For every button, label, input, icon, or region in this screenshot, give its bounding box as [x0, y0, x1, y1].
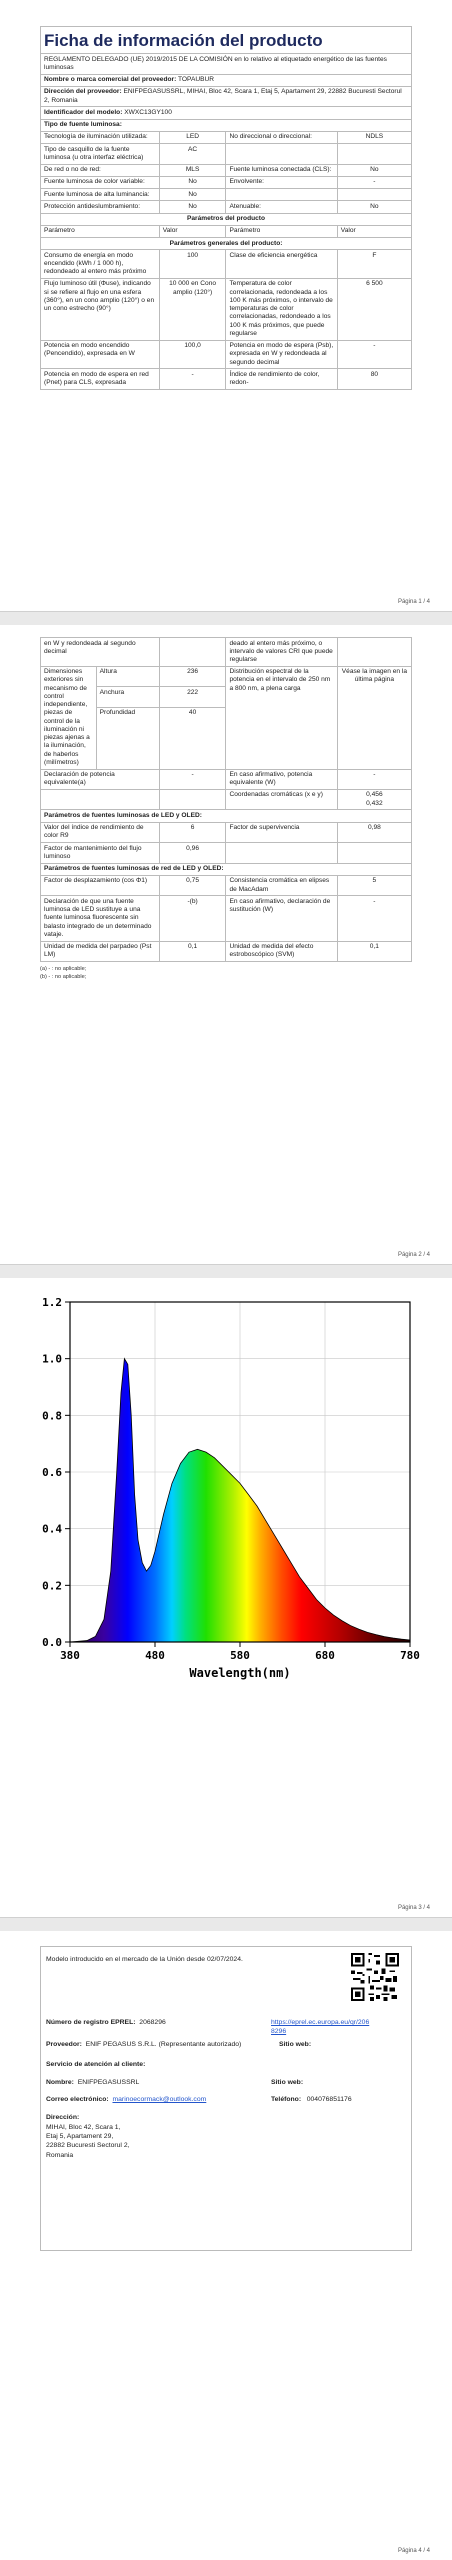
type-row: Tecnología de iluminación utilizada: LED No direccional o direccional: NDLS: [41, 131, 412, 143]
email-row: [46, 2095, 206, 2104]
page-number: Página 2 / 4: [397, 1252, 430, 1258]
mains-heading: Parámetros de fuentes luminosas de red de LED y OLED:: [41, 863, 412, 875]
supplier-row: [41, 74, 412, 86]
eprel-row: [46, 2018, 246, 2027]
provider-row: [46, 2040, 276, 2049]
model-label: Identificador del modelo:: [44, 108, 123, 116]
general-row: Flujo luminoso útil (Φuse), indicando si se refiere al flujo en una esfera (360°), en un cono amplio (120°) o en un cono estrecho (90°) 10 000 en Cono amplio (120°) Temperatura de color correlacionada, redondeada a los 100 K más próximos, o intervalo de temperaturas de color correlacionadas, redondeado a los 100 K más próximos, que puede regularse 6 500: [41, 278, 412, 340]
dim-label: Altura: [96, 666, 159, 686]
type-row: Protección antideslumbramiento: No Atenuable: No: [41, 201, 412, 213]
mains-row: Factor de desplazamiento (cos Φ1) 0,75 Consistencia cromática en elipses de MacAdam 5: [41, 875, 412, 895]
address-row: [41, 86, 412, 106]
footnotes: [40, 966, 412, 982]
footnote-a: (a) - : no aplicable;: [40, 965, 87, 972]
name-value: ENIFPEGASUSSRL: [77, 2079, 140, 2086]
dim-value: 222: [159, 687, 226, 707]
eprel-label: Número de registro EPREL:: [46, 2019, 136, 2026]
name-label: Nombre:: [46, 2079, 74, 2086]
product-info-table-1: [40, 26, 412, 390]
regulation-text: REGLAMENTO DELEGADO (UE) 2019/2015 DE LA COMISIÓN en lo relativo al etiquetado energético de las fuentes luminosas: [41, 54, 412, 74]
param-row: Declaración de potencia equivalente(a) - En caso afirmativo, potencia equivalente (W) -: [41, 769, 412, 789]
x-tick-label: 380: [60, 1649, 80, 1662]
name-row: [46, 2078, 139, 2087]
phone-value: 004076851176: [306, 2096, 352, 2103]
dim-label: Anchura: [96, 687, 159, 707]
y-tick-label: 0.2: [42, 1579, 62, 1593]
page-number: Página 4 / 4: [397, 2548, 430, 2554]
dim-label: Profundidad: [96, 707, 159, 769]
general-heading: Parámetros generales del producto:: [41, 238, 412, 250]
page-number: Página 3 / 4: [397, 1905, 430, 1911]
mains-row: Unidad de medida del parpadeo (Pst LM) 0,1 Unidad de medida del efecto estroboscópico (SVM) 0,1: [41, 941, 412, 961]
params-header-row: Parámetro Valor Parámetro Valor: [41, 225, 412, 237]
x-axis-ticks: [60, 1642, 420, 1662]
phone-row: [271, 2095, 352, 2104]
page-number: Página 1 / 4: [397, 599, 430, 605]
dims-label: Dimensiones exteriores sin mecanismo de control independiente, piezas de control de la iluminación ni piezas ajenas a la iluminación, de haberlos (milímetros): [41, 666, 97, 769]
y-tick-label: 0.8: [42, 1409, 62, 1423]
dim-value: 236: [159, 666, 226, 686]
type-row: Fuente luminosa de color variable: No Envolvente: -: [41, 176, 412, 188]
type-heading: Tipo de fuente luminosa:: [41, 119, 412, 131]
page-1: [0, 0, 452, 612]
y-tick-label: 0.6: [42, 1466, 62, 1479]
y-tick-label: 0.4: [42, 1522, 62, 1536]
model-value: XWXC13GY100: [124, 108, 172, 116]
intro-text: Modelo introducido en el mercado de la Unión desde 02/07/2024.: [46, 1956, 243, 1963]
x-tick-label: 480: [145, 1649, 165, 1662]
y-axis-ticks: [42, 1296, 70, 1649]
led-row: Factor de mantenimiento del flujo luminoso 0,96: [41, 843, 412, 863]
dir-line: Etaj 5, Apartament 29,: [46, 2133, 114, 2141]
supplier-value: TOPAUBUR: [178, 76, 215, 84]
type-row: De red o no de red: MLS Fuente luminosa conectada (CLS): No: [41, 164, 412, 176]
type-row: Fuente luminosa de alta luminancia: No: [41, 189, 412, 201]
page-4: [0, 1931, 452, 2560]
dir-label: Dirección:: [46, 2114, 80, 2121]
site-label: Sitio web:: [271, 2079, 304, 2086]
general-row: Potencia en modo encendido (Pencendido), expresada en W 100,0 Potencia en modo de espera (Psb), expresada en W y redondeada al segundo decimal -: [41, 340, 412, 369]
supplier-label: Nombre o marca comercial del proveedor:: [44, 76, 177, 84]
y-tick-label: 1.0: [42, 1352, 62, 1366]
spectral-value: Véase la imagen en la última página: [337, 666, 411, 769]
dir-line: MIHAI, Bloc 42, Scara 1,: [46, 2124, 121, 2131]
dims-row: [41, 666, 412, 686]
eprel-box: [40, 1946, 412, 2251]
email-label: Correo electrónico:: [46, 2096, 109, 2103]
dim-value: 40: [159, 707, 226, 769]
service-heading: Servicio de atención al cliente:: [46, 2061, 146, 2068]
dir-lines: [46, 2123, 130, 2160]
spectral-distribution-chart: [0, 1282, 452, 1682]
product-info-table-2: [40, 637, 412, 962]
x-axis-label: Wavelength(nm): [189, 1666, 291, 1680]
web-label: Sitio web:: [279, 2041, 312, 2048]
x-tick-label: 580: [230, 1649, 250, 1662]
page-3: [0, 1278, 452, 1918]
qr-code-icon[interactable]: [351, 1953, 399, 2001]
general-row: Potencia en modo de espera en red (Pnet) para CLS, expresada - Índice de rendimiento de color, redon- 80: [41, 369, 412, 389]
led-row: Valor del índice de rendimiento de color R9 6 Factor de supervivencia 0,98: [41, 822, 412, 842]
email-link[interactable]: marinoecormack@outlook.com: [112, 2096, 207, 2103]
y-tick-label: 0.0: [42, 1636, 62, 1649]
model-row: [41, 107, 412, 119]
phone-label: Teléfono:: [271, 2096, 302, 2103]
page-title: Ficha de información del producto: [41, 27, 412, 54]
x-tick-label: 780: [400, 1649, 420, 1662]
provider-label: Proveedor:: [46, 2041, 82, 2048]
general-row: Consumo de energía en modo encendido (kWh / 1 000 h), redondeado al entero más próximo 100 Clase de eficiencia energética F: [41, 250, 412, 279]
x-tick-label: 680: [315, 1649, 335, 1662]
dir-line: Romania: [46, 2151, 74, 2159]
params-heading: Parámetros del producto: [41, 213, 412, 225]
eprel-link[interactable]: https://eprel.ec.europa.eu/qr/2068296: [271, 2019, 370, 2036]
continued-row: en W y redondeada al segundo decimal deado al entero más próximo, o intervalo de valores CRI que puede regularse: [41, 638, 412, 667]
footnote-b: (b) - : no aplicable;: [40, 973, 87, 980]
address-value: ENIFPEGASUSSRL, MIHAI, Bloc 42, Scara 1, Etaj 5, Apartament 29, 22882 Bucuresti Sectorul 2, Romania: [44, 88, 402, 104]
y-tick-label: 1.2: [42, 1296, 62, 1309]
mains-row: Declaración de que una fuente luminosa de LED sustituye a una fuente luminosa fluorescente sin balasto integrado de un determinado vataje. -(b) En caso afirmativo, declaración de sustitución (W) -: [41, 896, 412, 941]
dir-line: 22882 Bucuresti Sectorul 2,: [46, 2142, 130, 2150]
param-row: Coordenadas cromáticas (x e y) 0,456 0,432: [41, 789, 412, 809]
address-label: Dirección del proveedor:: [44, 88, 122, 96]
led-heading: Parámetros de fuentes luminosas de LED y OLED:: [41, 810, 412, 822]
eprel-value: 2068296: [139, 2019, 166, 2026]
page-2: [0, 625, 452, 1265]
type-row: Tipo de casquillo de la fuente luminosa (u otra interfaz eléctrica) AC: [41, 144, 412, 164]
spectral-label: Distribución espectral de la potencia en el intervalo de 250 nm a 800 nm, a plena carga: [226, 666, 337, 769]
provider-value: ENIF PEGASUS S.R.L. (Representante autorizado): [85, 2041, 242, 2048]
